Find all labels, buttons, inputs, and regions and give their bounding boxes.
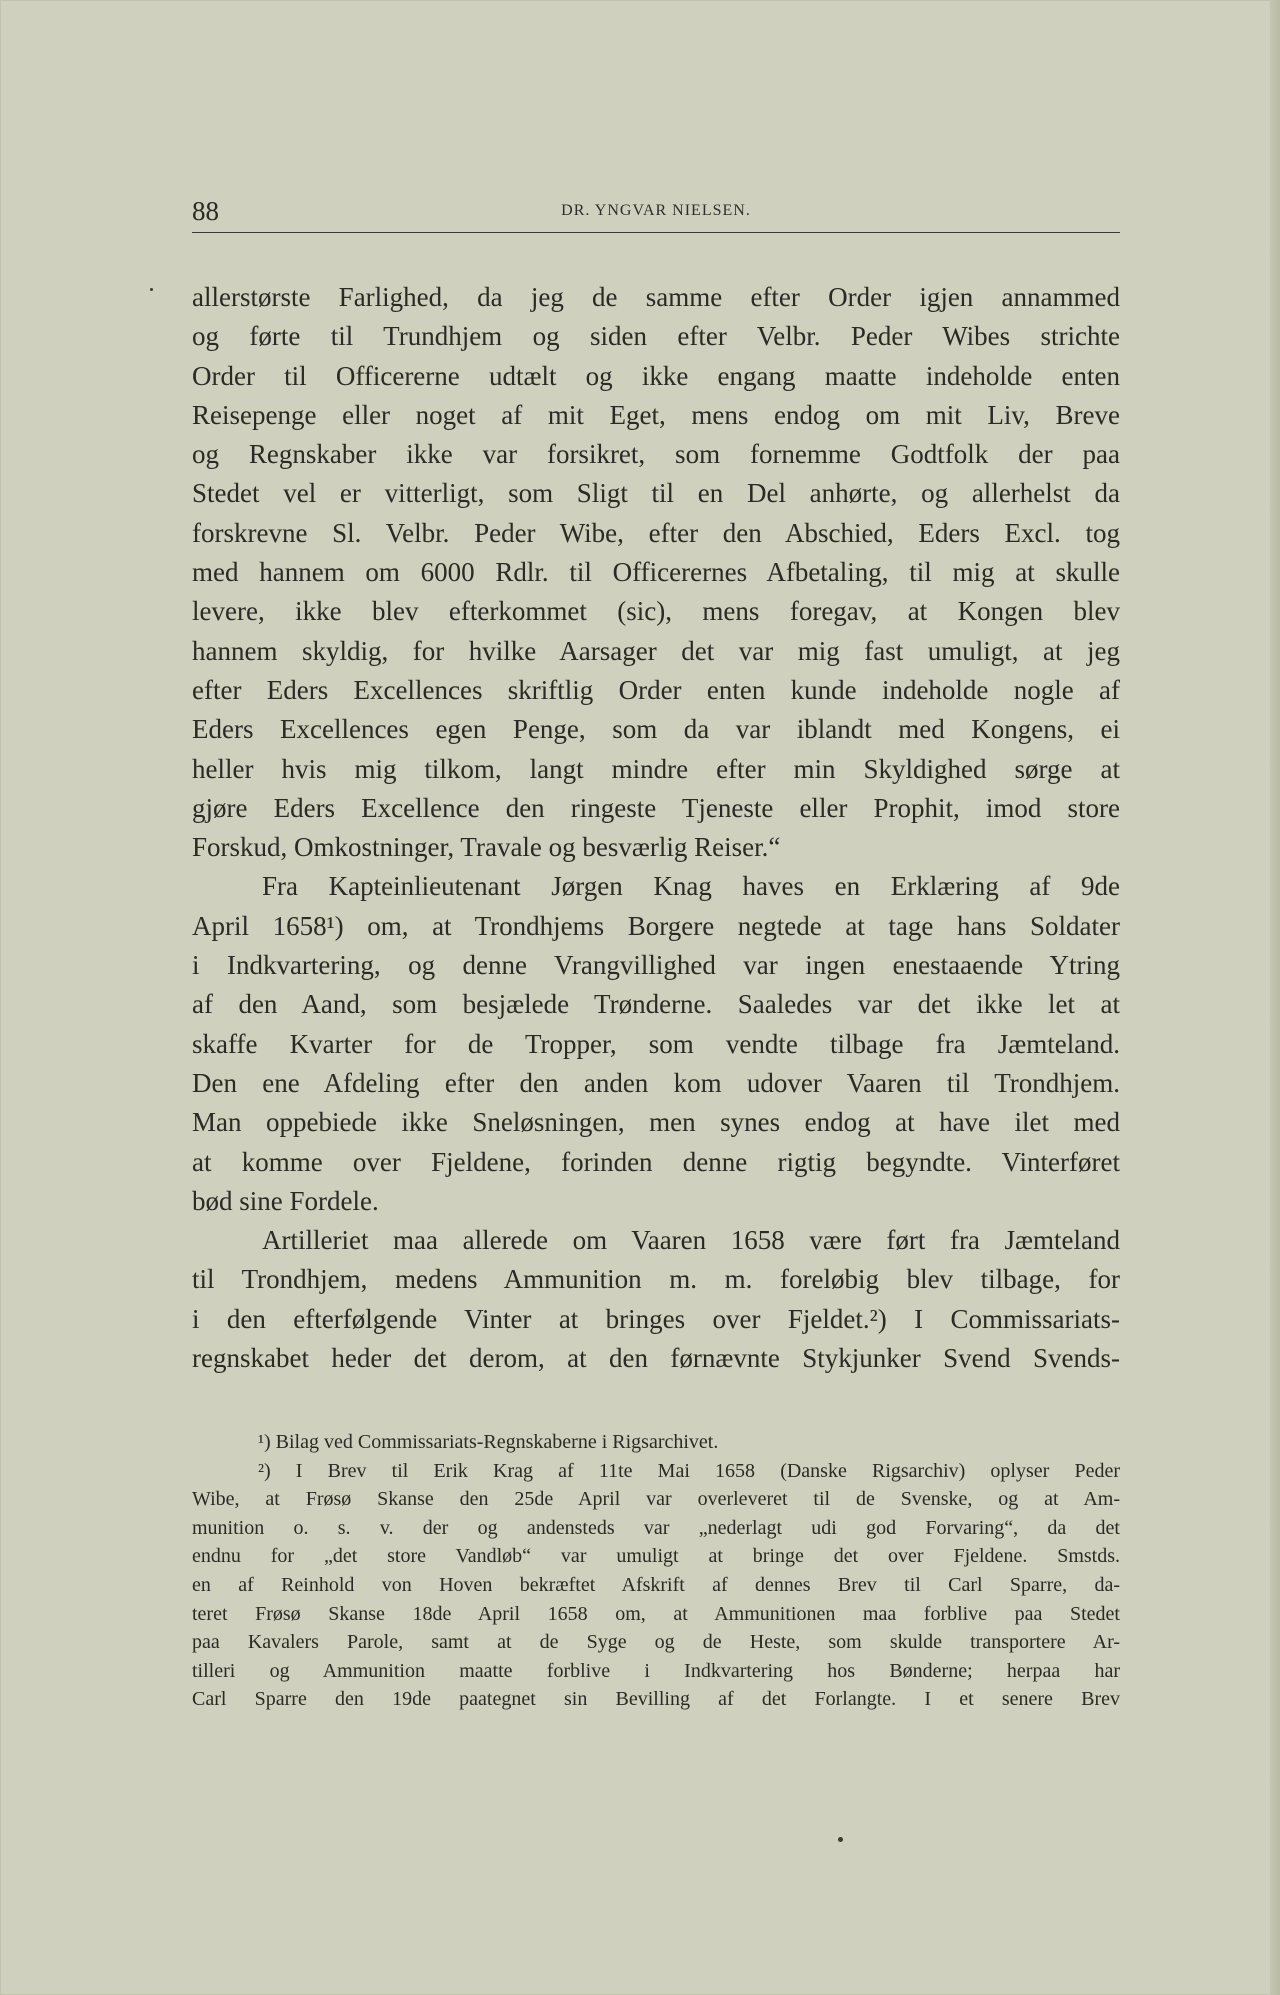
text-line: gjøre Eders Excellence den ringeste Tjeneste eller Prophit, imod store [192,792,1120,823]
text-line: Den ene Afdeling efter den anden kom udover Vaaren til Trondhjem. [192,1067,1120,1098]
text-line: til Trondhjem, medens Ammunition m. m. foreløbig blev tilbage, for [192,1264,1120,1295]
text-line: forskrevne Sl. Velbr. Peder Wibe, efter den Abschied, Eders Excl. tog [192,517,1120,548]
text-line: og Regnskaber ikke var forsikret, som fornemme Godtfolk der paa [192,439,1120,470]
page-edge [1270,0,1280,1995]
text-line: Eders Excellences egen Penge, som da var iblandt med Kongens, ei [192,714,1120,745]
text-line: og førte til Trundhjem og siden efter Velbr. Peder Wibes strichte [192,321,1120,352]
text-line: efter Eders Excellences skriftlig Order enten kunde indeholde nogle af [192,674,1120,705]
text-line: Reisepenge eller noget af mit Eget, mens endog om mit Liv, Breve [192,399,1120,430]
footnote-line: Wibe, at Frøsø Skanse den 25de April var overleveret til de Svenske, og at Am- [192,1488,1120,1511]
text-line: Artilleriet maa allerede om Vaaren 1658 være ført fra Jæmteland [262,1225,1120,1256]
footnote-1 [192,1428,1120,1457]
text-line: Order til Officererne udtælt og ikke engang maatte indeholde enten [192,360,1120,391]
paragraph-2 [192,867,1120,1221]
text-line: Stedet vel er vitterligt, som Sligt til en Del anhørte, og allerhelst da [192,478,1120,509]
footnote-line: ¹) Bilag ved Commissariats-Regnskaberne i Rigsarchivet. [258,1431,719,1453]
footnotes [192,1428,1120,1714]
text-line: heller hvis mig tilkom, langt mindre efter min Skyldighed sørge at [192,753,1120,784]
text-line: Man oppebiede ikke Sneløsningen, men synes endog at have ilet med [192,1107,1120,1138]
text-line: skaffe Kvarter for de Tropper, som vendte tilbage fra Jæmteland. [192,1028,1120,1059]
footnote-line: Carl Sparre den 19de paategnet sin Bevilling af det Forlangte. I et senere Brev [192,1688,1120,1711]
text-line: April 1658¹) om, at Trondhjems Borgere negtede at tage hans Soldater [192,910,1120,941]
footnote-line: en af Reinhold von Hoven bekræftet Afskrift af dennes Brev til Carl Sparre, da- [192,1573,1120,1596]
text-line: med hannem om 6000 Rdlr. til Officerernes Afbetaling, til mig at skulle [192,557,1120,588]
text-line: Fra Kapteinlieutenant Jørgen Knag haves en Erklæring af 9de [262,871,1120,902]
text-line: Forskud, Omkostninger, Travale og besværlig Reiser.“ [192,832,781,863]
footnote-line: tilleri og Ammunition maatte forblive i Indkvartering hos Bønderne; herpaa har [192,1659,1120,1682]
text-line: allerstørste Farlighed, da jeg de samme efter Order igjen annammed [192,282,1120,312]
text-line: at komme over Fjeldene, forinden denne rigtig begyndte. Vinterføret [192,1146,1120,1177]
scan-speck [838,1837,843,1842]
page-header [192,190,1120,233]
text-line: hannem skyldig, for hvilke Aarsager det var mig fast umuligt, at jeg [192,635,1120,666]
footnote-line: teret Frøsø Skanse 18de April 1658 om, at Ammunitionen maa forblive paa Stedet [192,1602,1120,1625]
footnote-line: munition o. s. v. der og andensteds var „nederlagt udi god Forvaring“, da det [192,1516,1120,1539]
running-head: DR. YNGVAR NIELSEN. [561,202,751,219]
text-line: i Indkvartering, og denne Vrangvillighed var ingen enestaaende Ytring [192,950,1120,981]
footnote-line: endnu for „det store Vandløb“ var umuligt at bringe det over Fjeldene. Smstds. [192,1545,1120,1568]
text-line: af den Aand, som besjælede Trønderne. Saaledes var det ikke let at [192,989,1120,1020]
text-line: i den efterfølgende Vinter at bringes over Fjeldet.²) I Commissariats- [192,1303,1120,1334]
footnote-2 [192,1457,1120,1714]
page-number: 88 [192,196,219,226]
paragraph-3 [192,1221,1120,1378]
text-line: bød sine Fordele. [192,1185,379,1216]
text-line: levere, ikke blev efterkommet (sic), mens foregav, at Kongen blev [192,596,1120,627]
body-text [192,278,1120,1378]
text-line: regnskabet heder det derom, at den førnævnte Stykjunker Svend Svends- [192,1343,1120,1374]
footnote-line: paa Kavalers Parole, samt at de Syge og de Heste, som skulde transportere Ar- [192,1631,1120,1654]
scan-speck [150,288,153,291]
footnote-line: ²) I Brev til Erik Krag af 11te Mai 1658 (Danske Rigsarchiv) oplyser Peder [258,1459,1120,1482]
paragraph-1 [192,278,1120,867]
